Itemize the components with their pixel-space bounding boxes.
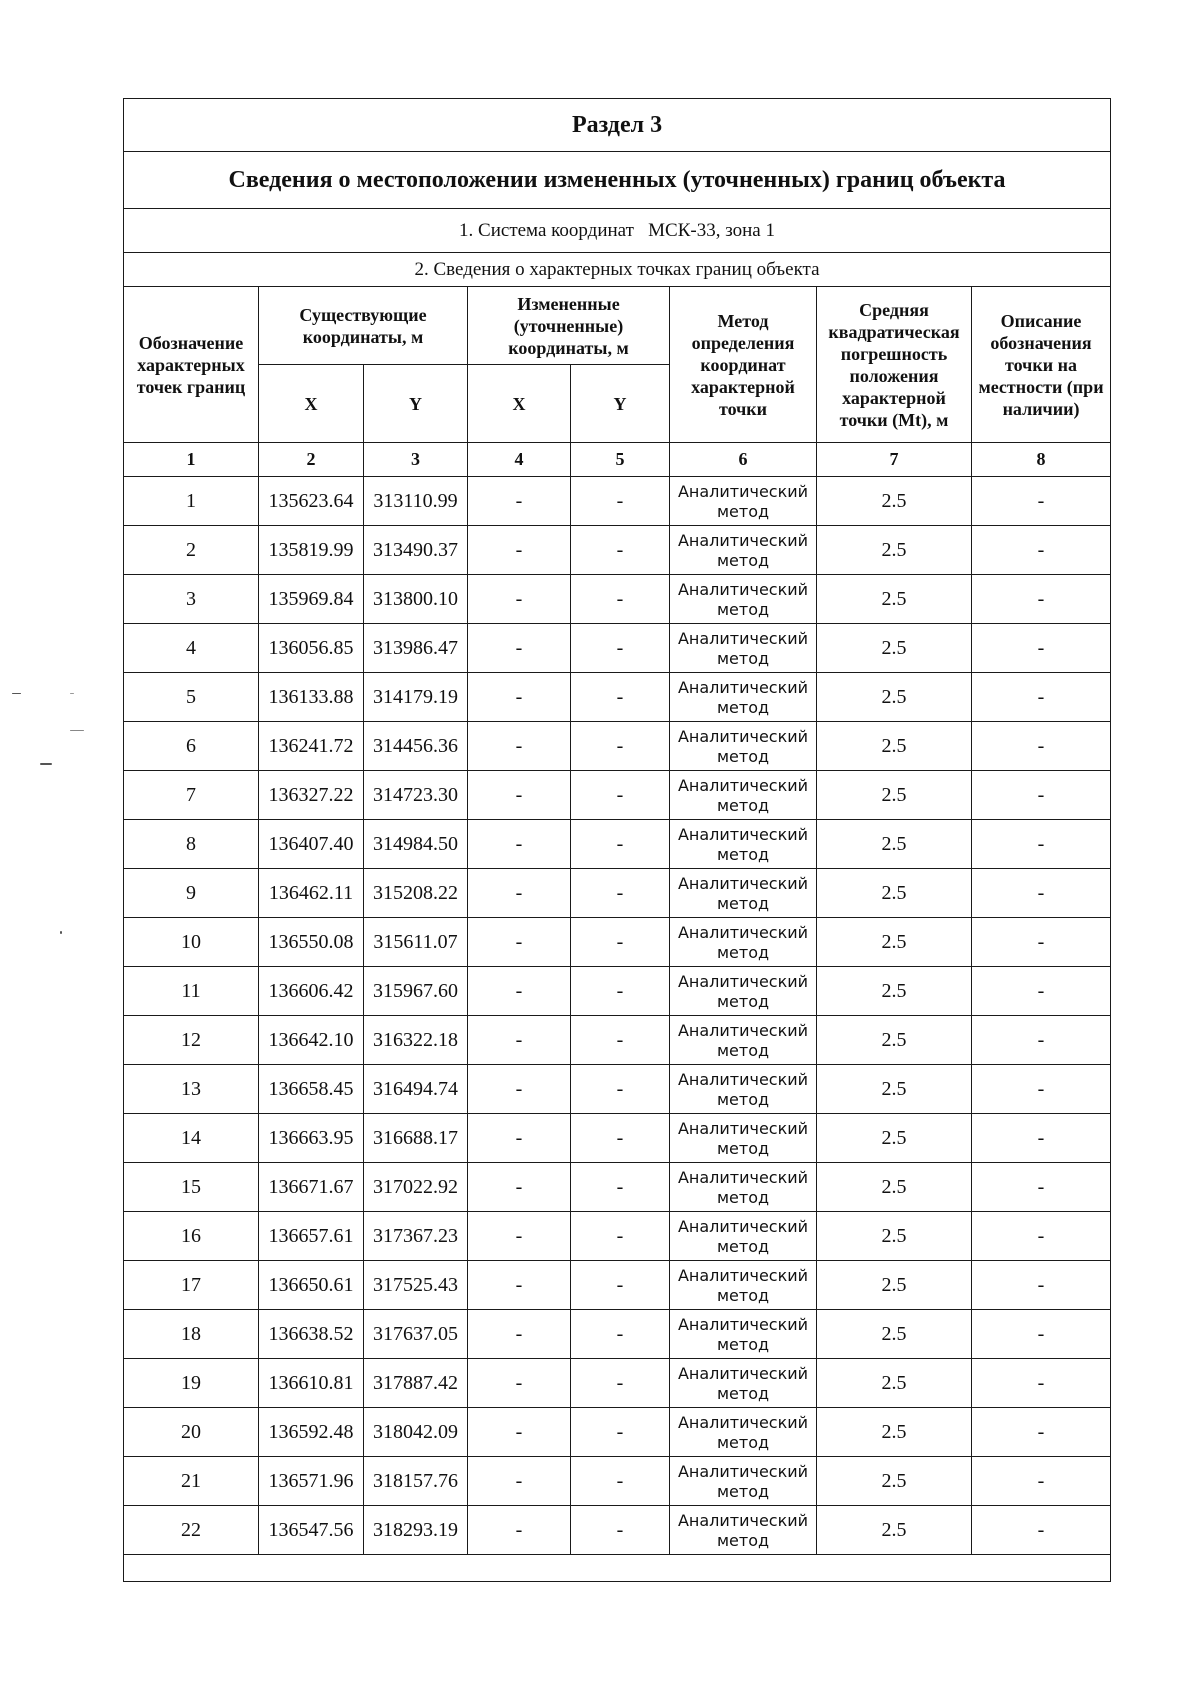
table-row <box>124 575 1111 624</box>
point-id-cell: 14 <box>124 1114 259 1163</box>
description-cell: - <box>972 673 1111 722</box>
description-cell: - <box>972 967 1111 1016</box>
existing-y-cell: 314723.30 <box>364 771 468 820</box>
changed-y-cell: - <box>571 722 670 771</box>
description-cell: - <box>972 1114 1111 1163</box>
point-id-cell: 6 <box>124 722 259 771</box>
coord-system-line: 1. Система координат МСК-33, зона 1 <box>124 209 1111 253</box>
method-cell: Аналитический метод <box>670 1114 817 1163</box>
changed-x-cell: - <box>468 477 571 526</box>
existing-x-cell: 136550.08 <box>259 918 364 967</box>
method-cell: Аналитический метод <box>670 624 817 673</box>
existing-y-cell: 313490.37 <box>364 526 468 575</box>
method-cell: Аналитический метод <box>670 477 817 526</box>
table-row <box>124 1506 1111 1555</box>
changed-x-cell: - <box>468 1261 571 1310</box>
point-id-cell: 7 <box>124 771 259 820</box>
description-cell: - <box>972 1163 1111 1212</box>
existing-x-cell: 136407.40 <box>259 820 364 869</box>
changed-y-cell: - <box>571 1457 670 1506</box>
table-row <box>124 1457 1111 1506</box>
description-cell: - <box>972 1212 1111 1261</box>
changed-x-cell: - <box>468 869 571 918</box>
mean-error-cell: 2.5 <box>817 771 972 820</box>
header-mean-error: Средняя квадратическая погрешность положения характерной точки (Mt), м <box>817 287 972 443</box>
changed-y-cell: - <box>571 869 670 918</box>
mean-error-cell: 2.5 <box>817 673 972 722</box>
mean-error-cell: 2.5 <box>817 1065 972 1114</box>
changed-y-cell: - <box>571 1065 670 1114</box>
mean-error-cell: 2.5 <box>817 967 972 1016</box>
changed-x-cell: - <box>468 673 571 722</box>
changed-x-cell: - <box>468 722 571 771</box>
method-cell: Аналитический метод <box>670 820 817 869</box>
table-row <box>124 1408 1111 1457</box>
mean-error-cell: 2.5 <box>817 624 972 673</box>
header-existing-y: Y <box>364 365 468 443</box>
point-id-cell: 10 <box>124 918 259 967</box>
point-id-cell: 5 <box>124 673 259 722</box>
mean-error-cell: 2.5 <box>817 1114 972 1163</box>
method-cell: Аналитический метод <box>670 869 817 918</box>
method-cell: Аналитический метод <box>670 1310 817 1359</box>
changed-y-cell: - <box>571 1359 670 1408</box>
method-cell: Аналитический метод <box>670 1359 817 1408</box>
column-number: 1 <box>124 443 259 477</box>
mean-error-cell: 2.5 <box>817 1408 972 1457</box>
description-cell: - <box>972 1506 1111 1555</box>
existing-y-cell: 315967.60 <box>364 967 468 1016</box>
changed-x-cell: - <box>468 820 571 869</box>
table-row <box>124 1114 1111 1163</box>
existing-y-cell: 314456.36 <box>364 722 468 771</box>
table-row <box>124 1359 1111 1408</box>
method-cell: Аналитический метод <box>670 575 817 624</box>
point-id-cell: 8 <box>124 820 259 869</box>
existing-x-cell: 136663.95 <box>259 1114 364 1163</box>
description-cell: - <box>972 477 1111 526</box>
column-number: 8 <box>972 443 1111 477</box>
table-row <box>124 869 1111 918</box>
method-cell: Аналитический метод <box>670 771 817 820</box>
changed-y-cell: - <box>571 1310 670 1359</box>
changed-y-cell: - <box>571 673 670 722</box>
changed-x-cell: - <box>468 1212 571 1261</box>
existing-x-cell: 136642.10 <box>259 1016 364 1065</box>
table-row <box>124 1016 1111 1065</box>
column-number-row <box>124 443 1111 477</box>
existing-y-cell: 318293.19 <box>364 1506 468 1555</box>
description-cell: - <box>972 1359 1111 1408</box>
point-id-cell: 2 <box>124 526 259 575</box>
existing-x-cell: 136606.42 <box>259 967 364 1016</box>
description-cell: - <box>972 526 1111 575</box>
changed-y-cell: - <box>571 1261 670 1310</box>
changed-x-cell: - <box>468 1359 571 1408</box>
header-point-id: Обозначение характерных точек границ <box>124 287 259 443</box>
changed-x-cell: - <box>468 624 571 673</box>
table-row <box>124 820 1111 869</box>
point-id-cell: 11 <box>124 967 259 1016</box>
changed-x-cell: - <box>468 1065 571 1114</box>
mean-error-cell: 2.5 <box>817 820 972 869</box>
existing-y-cell: 317637.05 <box>364 1310 468 1359</box>
point-id-cell: 16 <box>124 1212 259 1261</box>
column-number: 7 <box>817 443 972 477</box>
point-id-cell: 15 <box>124 1163 259 1212</box>
method-cell: Аналитический метод <box>670 1408 817 1457</box>
description-cell: - <box>972 820 1111 869</box>
table-row <box>124 673 1111 722</box>
scan-speck <box>40 763 52 765</box>
mean-error-cell: 2.5 <box>817 1359 972 1408</box>
changed-y-cell: - <box>571 624 670 673</box>
description-cell: - <box>972 869 1111 918</box>
method-cell: Аналитический метод <box>670 918 817 967</box>
table-row <box>124 722 1111 771</box>
existing-x-cell: 136327.22 <box>259 771 364 820</box>
point-id-cell: 21 <box>124 1457 259 1506</box>
existing-x-cell: 135623.64 <box>259 477 364 526</box>
changed-x-cell: - <box>468 1310 571 1359</box>
table-row <box>124 526 1111 575</box>
existing-y-cell: 314179.19 <box>364 673 468 722</box>
column-number: 2 <box>259 443 364 477</box>
changed-x-cell: - <box>468 1114 571 1163</box>
mean-error-cell: 2.5 <box>817 526 972 575</box>
method-cell: Аналитический метод <box>670 1016 817 1065</box>
method-cell: Аналитический метод <box>670 1506 817 1555</box>
column-number: 4 <box>468 443 571 477</box>
mean-error-cell: 2.5 <box>817 1506 972 1555</box>
changed-x-cell: - <box>468 771 571 820</box>
method-cell: Аналитический метод <box>670 526 817 575</box>
existing-y-cell: 313986.47 <box>364 624 468 673</box>
changed-y-cell: - <box>571 1408 670 1457</box>
table-row <box>124 1212 1111 1261</box>
changed-y-cell: - <box>571 820 670 869</box>
mean-error-cell: 2.5 <box>817 477 972 526</box>
changed-x-cell: - <box>468 575 571 624</box>
mean-error-cell: 2.5 <box>817 1016 972 1065</box>
header-changed-x: X <box>468 365 571 443</box>
empty-footer-cell <box>124 1555 1111 1582</box>
existing-y-cell: 315611.07 <box>364 918 468 967</box>
method-cell: Аналитический метод <box>670 1065 817 1114</box>
table-row <box>124 967 1111 1016</box>
description-cell: - <box>972 722 1111 771</box>
existing-x-cell: 136610.81 <box>259 1359 364 1408</box>
changed-y-cell: - <box>571 771 670 820</box>
mean-error-cell: 2.5 <box>817 1457 972 1506</box>
method-cell: Аналитический метод <box>670 673 817 722</box>
changed-y-cell: - <box>571 1016 670 1065</box>
existing-x-cell: 135969.84 <box>259 575 364 624</box>
existing-x-cell: 135819.99 <box>259 526 364 575</box>
table-row <box>124 477 1111 526</box>
existing-x-cell: 136462.11 <box>259 869 364 918</box>
changed-y-cell: - <box>571 575 670 624</box>
existing-x-cell: 136133.88 <box>259 673 364 722</box>
changed-y-cell: - <box>571 1212 670 1261</box>
boundary-points-table <box>123 98 1111 1582</box>
changed-x-cell: - <box>468 1016 571 1065</box>
changed-x-cell: - <box>468 1408 571 1457</box>
point-id-cell: 19 <box>124 1359 259 1408</box>
changed-y-cell: - <box>571 477 670 526</box>
method-cell: Аналитический метод <box>670 722 817 771</box>
point-id-cell: 20 <box>124 1408 259 1457</box>
scan-speck <box>70 693 74 694</box>
description-cell: - <box>972 1016 1111 1065</box>
existing-x-cell: 136592.48 <box>259 1408 364 1457</box>
point-id-cell: 18 <box>124 1310 259 1359</box>
table-row <box>124 1163 1111 1212</box>
description-cell: - <box>972 1310 1111 1359</box>
existing-y-cell: 313800.10 <box>364 575 468 624</box>
existing-y-cell: 314984.50 <box>364 820 468 869</box>
changed-x-cell: - <box>468 918 571 967</box>
header-changed-y: Y <box>571 365 670 443</box>
existing-x-cell: 136657.61 <box>259 1212 364 1261</box>
header-description: Описание обозначения точки на местности (при наличии) <box>972 287 1111 443</box>
scan-speck <box>12 693 21 694</box>
existing-y-cell: 317022.92 <box>364 1163 468 1212</box>
mean-error-cell: 2.5 <box>817 918 972 967</box>
existing-y-cell: 317367.23 <box>364 1212 468 1261</box>
table-row <box>124 771 1111 820</box>
existing-y-cell: 316688.17 <box>364 1114 468 1163</box>
description-cell: - <box>972 1457 1111 1506</box>
point-id-cell: 22 <box>124 1506 259 1555</box>
point-id-cell: 3 <box>124 575 259 624</box>
method-cell: Аналитический метод <box>670 1457 817 1506</box>
mean-error-cell: 2.5 <box>817 1261 972 1310</box>
existing-y-cell: 316322.18 <box>364 1016 468 1065</box>
existing-x-cell: 136056.85 <box>259 624 364 673</box>
header-existing-coords: Существующие координаты, м <box>259 287 468 365</box>
column-number: 6 <box>670 443 817 477</box>
existing-x-cell: 136547.56 <box>259 1506 364 1555</box>
table-row <box>124 1065 1111 1114</box>
point-id-cell: 4 <box>124 624 259 673</box>
changed-y-cell: - <box>571 1163 670 1212</box>
changed-y-cell: - <box>571 967 670 1016</box>
table-row <box>124 918 1111 967</box>
description-cell: - <box>972 1261 1111 1310</box>
point-id-cell: 1 <box>124 477 259 526</box>
changed-y-cell: - <box>571 526 670 575</box>
point-id-cell: 13 <box>124 1065 259 1114</box>
scan-speck <box>70 730 84 731</box>
existing-y-cell: 317525.43 <box>364 1261 468 1310</box>
changed-x-cell: - <box>468 526 571 575</box>
existing-x-cell: 136650.61 <box>259 1261 364 1310</box>
point-id-cell: 17 <box>124 1261 259 1310</box>
column-number: 5 <box>571 443 670 477</box>
mean-error-cell: 2.5 <box>817 575 972 624</box>
changed-y-cell: - <box>571 918 670 967</box>
mean-error-cell: 2.5 <box>817 1310 972 1359</box>
main-title: Сведения о местоположении измененных (уточненных) границ объекта <box>124 152 1111 209</box>
point-id-cell: 9 <box>124 869 259 918</box>
existing-y-cell: 313110.99 <box>364 477 468 526</box>
existing-y-cell: 317887.42 <box>364 1359 468 1408</box>
changed-x-cell: - <box>468 967 571 1016</box>
changed-y-cell: - <box>571 1114 670 1163</box>
section-title: Раздел 3 <box>124 99 1111 152</box>
existing-y-cell: 315208.22 <box>364 869 468 918</box>
table-row <box>124 1261 1111 1310</box>
method-cell: Аналитический метод <box>670 1163 817 1212</box>
description-cell: - <box>972 1065 1111 1114</box>
mean-error-cell: 2.5 <box>817 869 972 918</box>
header-existing-x: X <box>259 365 364 443</box>
header-method: Метод определения координат характерной точки <box>670 287 817 443</box>
point-id-cell: 12 <box>124 1016 259 1065</box>
description-cell: - <box>972 771 1111 820</box>
column-number: 3 <box>364 443 468 477</box>
existing-y-cell: 316494.74 <box>364 1065 468 1114</box>
description-cell: - <box>972 575 1111 624</box>
existing-x-cell: 136241.72 <box>259 722 364 771</box>
header-changed-coords: Измененные (уточненные) координаты, м <box>468 287 670 365</box>
existing-y-cell: 318042.09 <box>364 1408 468 1457</box>
table-row <box>124 624 1111 673</box>
description-cell: - <box>972 918 1111 967</box>
method-cell: Аналитический метод <box>670 967 817 1016</box>
method-cell: Аналитический метод <box>670 1212 817 1261</box>
table-row <box>124 1310 1111 1359</box>
changed-x-cell: - <box>468 1457 571 1506</box>
existing-y-cell: 318157.76 <box>364 1457 468 1506</box>
points-info-line: 2. Сведения о характерных точках границ объекта <box>124 253 1111 287</box>
table-footer-row <box>124 1555 1111 1582</box>
existing-x-cell: 136658.45 <box>259 1065 364 1114</box>
mean-error-cell: 2.5 <box>817 1163 972 1212</box>
mean-error-cell: 2.5 <box>817 1212 972 1261</box>
changed-x-cell: - <box>468 1163 571 1212</box>
description-cell: - <box>972 624 1111 673</box>
existing-x-cell: 136671.67 <box>259 1163 364 1212</box>
changed-y-cell: - <box>571 1506 670 1555</box>
changed-x-cell: - <box>468 1506 571 1555</box>
mean-error-cell: 2.5 <box>817 722 972 771</box>
description-cell: - <box>972 1408 1111 1457</box>
existing-x-cell: 136638.52 <box>259 1310 364 1359</box>
method-cell: Аналитический метод <box>670 1261 817 1310</box>
scan-speck <box>60 931 62 934</box>
existing-x-cell: 136571.96 <box>259 1457 364 1506</box>
